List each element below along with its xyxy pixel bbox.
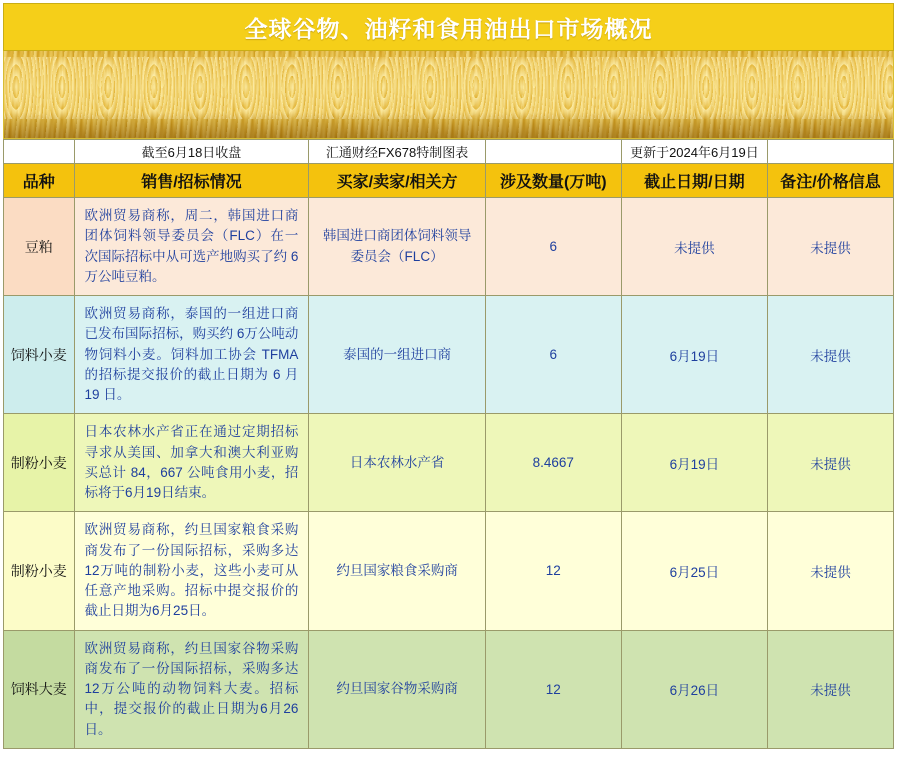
cell-party: 日本农林水产省 xyxy=(309,414,485,512)
cell-description: 欧洲贸易商称，约旦国家粮食采购商发布了一份国际招标，采购多达12万吨的制粉小麦，这些小麦可从任意产地采购。招标中提交报价的截止日期为6月25日。 xyxy=(74,512,309,630)
cell-note: 未提供 xyxy=(767,414,893,512)
cell-quantity: 6 xyxy=(485,198,621,296)
meta-updated: 更新于2024年6月19日 xyxy=(621,140,767,164)
cell-deadline: 6月19日 xyxy=(621,296,767,414)
cell-note: 未提供 xyxy=(767,296,893,414)
page-title: 全球谷物、油籽和食用油出口市场概况 xyxy=(244,15,653,42)
table-row xyxy=(4,296,894,414)
meta-blank-left xyxy=(4,140,75,164)
wheat-ears-texture xyxy=(4,57,893,119)
market-table xyxy=(3,139,894,749)
column-header-quantity: 涉及数量(万吨) xyxy=(485,164,621,198)
report-page xyxy=(0,3,897,783)
cell-deadline: 6月26日 xyxy=(621,630,767,748)
cell-party: 韩国进口商团体饲料领导委员会（FLC） xyxy=(309,198,485,296)
table-row xyxy=(4,198,894,296)
cell-deadline: 6月25日 xyxy=(621,512,767,630)
cell-note: 未提供 xyxy=(767,512,893,630)
cell-variety: 制粉小麦 xyxy=(4,414,75,512)
cell-party: 约旦国家谷物采购商 xyxy=(309,630,485,748)
table-meta-row xyxy=(4,140,894,164)
cell-variety: 豆粕 xyxy=(4,198,75,296)
column-header-deadline: 截止日期/日期 xyxy=(621,164,767,198)
cell-note: 未提供 xyxy=(767,630,893,748)
meta-closing: 截至6月18日收盘 xyxy=(74,140,309,164)
cell-quantity: 6 xyxy=(485,296,621,414)
cell-party: 泰国的一组进口商 xyxy=(309,296,485,414)
table-row xyxy=(4,414,894,512)
cell-quantity: 12 xyxy=(485,630,621,748)
cell-description: 欧洲贸易商称，约旦国家谷物采购商发布了一份国际招标，采购多达12万公吨的动物饲料大麦。招标中，提交报价的截止日期为6月26日。 xyxy=(74,630,309,748)
title-banner xyxy=(3,3,894,51)
meta-source: 汇通财经FX678特制图表 xyxy=(309,140,485,164)
cell-deadline: 6月19日 xyxy=(621,414,767,512)
column-header-party: 买家/卖家/相关方 xyxy=(309,164,485,198)
column-header-description: 销售/招标情况 xyxy=(74,164,309,198)
column-header-note: 备注/价格信息 xyxy=(767,164,893,198)
cell-quantity: 12 xyxy=(485,512,621,630)
table-row xyxy=(4,512,894,630)
cell-note: 未提供 xyxy=(767,198,893,296)
cell-variety: 制粉小麦 xyxy=(4,512,75,630)
wheat-field-image xyxy=(3,51,894,139)
table-row xyxy=(4,630,894,748)
cell-description: 欧洲贸易商称，泰国的一组进口商已发布国际招标，购买约 6万公吨动物饲料小麦。饲料加工协会 TFMA 的招标提交报价的截止日期为 6 月 19 日。 xyxy=(74,296,309,414)
table-header-row xyxy=(4,164,894,198)
image-bottom-shadow xyxy=(4,112,893,138)
cell-quantity: 8.4667 xyxy=(485,414,621,512)
column-header-variety: 品种 xyxy=(4,164,75,198)
cell-deadline: 未提供 xyxy=(621,198,767,296)
cell-description: 欧洲贸易商称，周二，韩国进口商团体饲料领导委员会（FLC）在一次国际招标中从可选产地购买了约 6万公吨豆粕。 xyxy=(74,198,309,296)
cell-variety: 饲料大麦 xyxy=(4,630,75,748)
meta-blank-right xyxy=(767,140,893,164)
cell-party: 约旦国家粮食采购商 xyxy=(309,512,485,630)
cell-description: 日本农林水产省正在通过定期招标寻求从美国、加拿大和澳大利亚购买总计 84，667 公吨食用小麦，招标将于6月19日结束。 xyxy=(74,414,309,512)
cell-variety: 饲料小麦 xyxy=(4,296,75,414)
meta-blank-mid xyxy=(485,140,621,164)
